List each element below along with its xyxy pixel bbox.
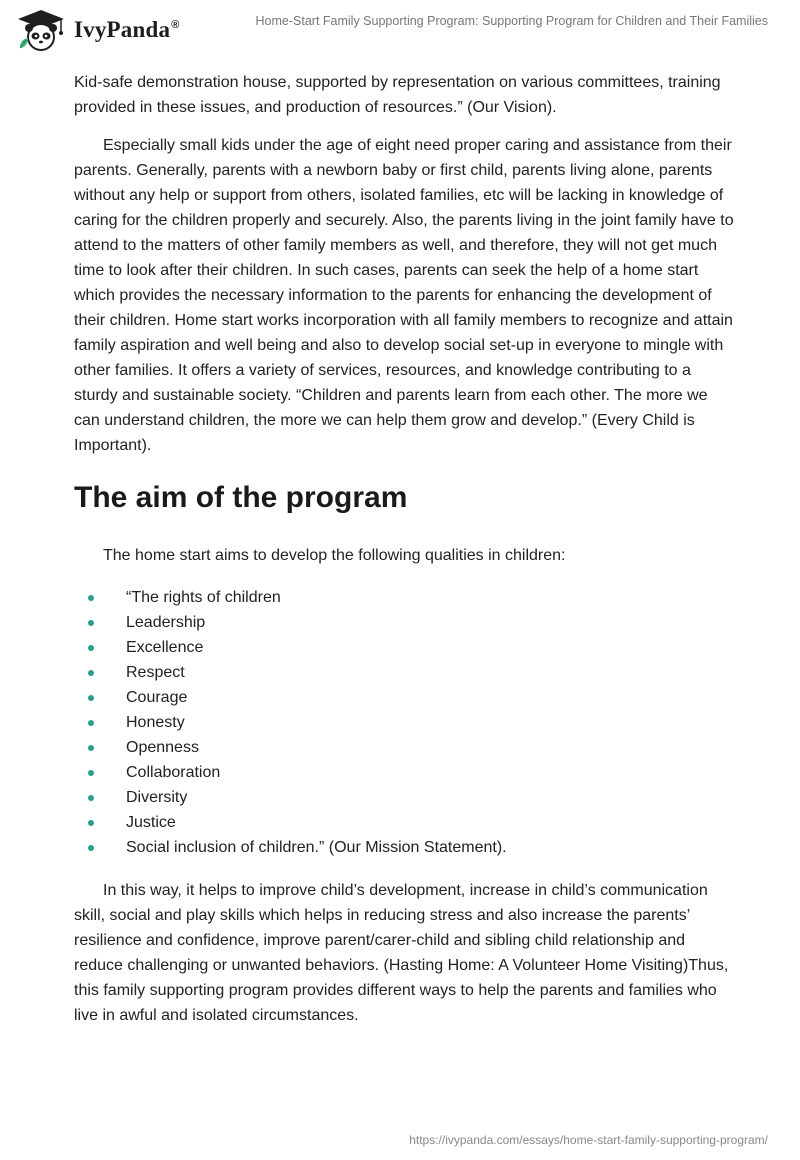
- qualities-list: [74, 585, 734, 860]
- ivypanda-logo[interactable]: [14, 8, 180, 52]
- paragraph-conclusion: In this way, it helps to improve child’s development, increase in child’s communication skill, social and play skills which helps in reducing stress and also increase the parents’ resilience and confidence, improve parent/carer-child and sibling child relationship and reduce challenging or unwanted behaviors. (Hasting Home: A Volunteer Home Visiting)Thus, this family supporting program provides different ways to help the parents and families who live in awful and isolated circumstances.: [74, 882, 729, 1024]
- list-item: Courage: [74, 685, 734, 710]
- paragraph-parents: Especially small kids under the age of eight need proper caring and assistance from their parents. Generally, parents with a newborn baby or first child, parents living alone, parents without any help or support from others, isolated families, etc will be lacking in knowledge of caring for the children properly and securely. Also, the parents living in the joint family have to attend to the matters of other family members as well, and therefore, they will not get much time to look after their children. In such cases, parents can seek the help of a home start which provides the necessary information to the parents for enhancing the development of their children. Home start works incorporation with all family members to recognize and attain family aspiration and well being and also to develop social set-up in everyone to mingle with other families. It offers a variety of services, resources, and knowledge contributing to a sturdy and sustainable society. “Children and parents learn from each other. The more we can understand children, the more we can help them grow and develop.” (Every Child is Important).: [74, 137, 734, 454]
- bullet-dot-icon: [88, 670, 94, 676]
- list-item: “The rights of children: [74, 585, 734, 610]
- bullet-dot-icon: [88, 645, 94, 651]
- bullet-dot-icon: [88, 620, 94, 626]
- bullet-dot-icon: [88, 820, 94, 826]
- list-item: Justice: [74, 810, 734, 835]
- brand-name: IvyPanda®: [74, 17, 180, 42]
- bullet-dot-icon: [88, 795, 94, 801]
- section-heading: The aim of the program: [74, 481, 408, 514]
- article-body: [74, 70, 734, 1028]
- list-item: Social inclusion of children.” (Our Mission Statement).: [74, 835, 734, 860]
- bullet-dot-icon: [88, 695, 94, 701]
- bullet-dot-icon: [88, 745, 94, 751]
- bullet-dot-icon: [88, 770, 94, 776]
- document-title: Home-Start Family Supporting Program: Supporting Program for Children and Their Families: [255, 14, 768, 28]
- page-header: [0, 0, 800, 60]
- bullet-dot-icon: [88, 720, 94, 726]
- paragraph-vision: Kid-safe demonstration house, supported by representation on various committees, training provided in these issues, and production of resources.” (Our Vision).: [74, 74, 721, 116]
- bullet-dot-icon: [88, 845, 94, 851]
- list-item: Honesty: [74, 710, 734, 735]
- list-item: Openness: [74, 735, 734, 760]
- list-item: Collaboration: [74, 760, 734, 785]
- source-url-link[interactable]: https://ivypanda.com/essays/home-start-family-supporting-program/: [409, 1133, 768, 1147]
- list-item: Leadership: [74, 610, 734, 635]
- list-intro: The home start aims to develop the following qualities in children:: [103, 547, 566, 564]
- list-item: Excellence: [74, 635, 734, 660]
- panda-graduate-icon: [14, 8, 68, 52]
- list-item: Diversity: [74, 785, 734, 810]
- bullet-dot-icon: [88, 595, 94, 601]
- list-item: Respect: [74, 660, 734, 685]
